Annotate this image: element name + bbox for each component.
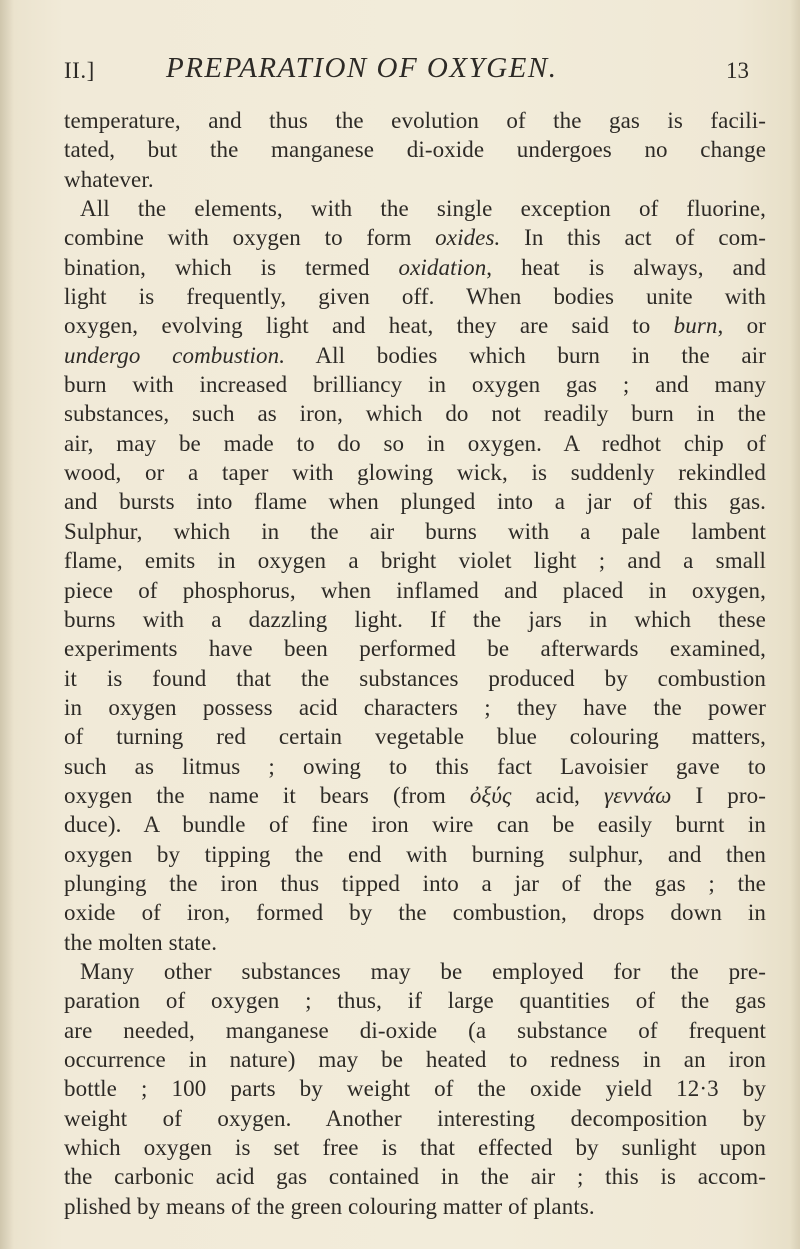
text-run: which oxygen is set free is that effected by sunlight upon	[64, 1135, 766, 1161]
text-line	[64, 1133, 766, 1162]
running-title: PREPARATION OF OXYGEN.	[166, 52, 558, 84]
italic-text: γεννάω	[604, 782, 672, 808]
text-line	[64, 869, 766, 898]
text-run: light is frequently, given off. When bodies unite with	[64, 284, 766, 310]
text-line	[64, 605, 766, 634]
text-line	[64, 986, 766, 1015]
text-line	[64, 106, 766, 135]
text-run: and bursts into flame when plunged into a jar of this gas.	[64, 489, 766, 515]
text-line	[64, 517, 766, 546]
text-line	[64, 898, 766, 927]
text-run: the carbonic acid gas contained in the air ; this is accom-	[64, 1164, 766, 1190]
text-line	[64, 487, 766, 516]
text-run: temperature, and thus the evolution of the gas is facili-	[64, 108, 766, 133]
page-number: 13	[726, 58, 749, 83]
text-run: substances, such as iron, which do not readily burn in the	[64, 401, 766, 427]
text-run: oxygen by tipping the end with burning sulphur, and then	[64, 841, 766, 867]
text-run: acid,	[511, 782, 605, 808]
text-run: plished by means of the green colouring matter of plants.	[64, 1193, 595, 1219]
text-run: burn with increased brilliancy in oxygen gas ; and many	[64, 372, 766, 398]
text-run: , heat is always, and	[486, 254, 766, 280]
text-line	[64, 223, 766, 252]
text-line	[64, 370, 766, 399]
text-line	[64, 664, 766, 693]
text-line	[64, 634, 766, 663]
text-line	[64, 1016, 766, 1045]
text-run: , or	[717, 313, 767, 339]
page-edge-shadow	[790, 0, 800, 1249]
text-run: of turning red certain vegetable blue colouring matters,	[64, 724, 766, 750]
text-line	[64, 576, 766, 605]
text-run: In this act of com-	[500, 225, 766, 251]
text-run: are needed, manganese di-oxide (a substance of frequent	[64, 1017, 766, 1043]
text-run: Sulphur, which in the air burns with a pale lambent	[64, 518, 766, 544]
text-line	[64, 194, 766, 223]
text-line	[64, 1104, 766, 1133]
text-line	[64, 781, 766, 810]
text-run: plunging the iron thus tipped into a jar of the gas ; the	[64, 870, 766, 896]
text-line	[64, 840, 766, 869]
text-line	[64, 165, 766, 194]
text-line	[64, 458, 766, 487]
text-line	[64, 253, 766, 282]
text-run: burns with a dazzling light. If the jars in which these	[64, 606, 766, 632]
text-run: oxide of iron, formed by the combustion, drops down in	[64, 900, 766, 926]
text-line	[64, 928, 766, 957]
text-run: All bodies which burn in the air	[285, 342, 766, 368]
text-line	[64, 1192, 766, 1221]
section-mark: II.]	[64, 58, 95, 83]
text-run: wood, or a taper with glowing wick, is suddenly rekindled	[64, 460, 766, 486]
text-line	[64, 135, 766, 164]
body-text	[64, 106, 766, 1221]
text-run: piece of phosphorus, when inflamed and placed in oxygen,	[64, 577, 766, 603]
text-run: tated, but the manganese di-oxide undergoes no change	[64, 137, 766, 163]
text-run: duce). A bundle of fine iron wire can be easily burnt in	[64, 812, 766, 838]
text-line	[64, 810, 766, 839]
text-line	[64, 429, 766, 458]
text-run: flame, emits in oxygen a bright violet light ; and a small	[64, 548, 766, 574]
text-line	[64, 752, 766, 781]
text-run: I pro-	[671, 782, 767, 808]
italic-text: ὀξύς	[469, 782, 512, 808]
text-line	[64, 693, 766, 722]
text-line	[64, 311, 766, 340]
running-header	[64, 52, 764, 92]
text-line	[64, 1074, 766, 1103]
italic-text: oxides.	[435, 225, 501, 251]
text-run: paration of oxygen ; thus, if large quantities of the gas	[64, 988, 766, 1014]
text-run: oxygen the name it bears (from	[64, 782, 470, 808]
text-run: bination, which is termed	[64, 254, 399, 280]
text-run: bottle ; 100 parts by weight of the oxide yield 12·3 by	[64, 1076, 766, 1102]
text-run: oxygen, evolving light and heat, they are said to	[64, 313, 674, 339]
text-run: air, may be made to do so in oxygen. A redhot chip of	[64, 430, 766, 456]
text-run: weight of oxygen. Another interesting decomposition by	[64, 1105, 766, 1131]
gutter-shadow	[0, 0, 14, 1249]
italic-text: oxidation	[398, 254, 487, 280]
text-line	[64, 399, 766, 428]
text-line	[64, 341, 766, 370]
text-line	[64, 282, 766, 311]
text-line	[64, 546, 766, 575]
text-run: whatever.	[64, 166, 154, 192]
text-run: All the elements, with the single exception of fluorine,	[80, 196, 766, 222]
text-run: it is found that the substances produced by combustion	[64, 665, 766, 691]
text-run: such as litmus ; owing to this fact Lavoisier gave to	[64, 753, 766, 779]
text-line	[64, 957, 766, 986]
text-run: the molten state.	[64, 929, 218, 955]
text-line	[64, 1162, 766, 1191]
text-run: occurrence in nature) may be heated to redness in an iron	[64, 1047, 766, 1072]
text-run: experiments have been performed be afterwards examined,	[64, 636, 766, 662]
text-line	[64, 1045, 766, 1074]
text-line	[64, 722, 766, 751]
text-run: Many other substances may be employed for the pre-	[80, 958, 766, 984]
italic-text: burn	[673, 313, 718, 339]
text-run: combine with oxygen to form	[64, 225, 436, 251]
italic-text: undergo combustion.	[64, 342, 286, 368]
text-run: in oxygen possess acid characters ; they have the power	[64, 694, 766, 720]
